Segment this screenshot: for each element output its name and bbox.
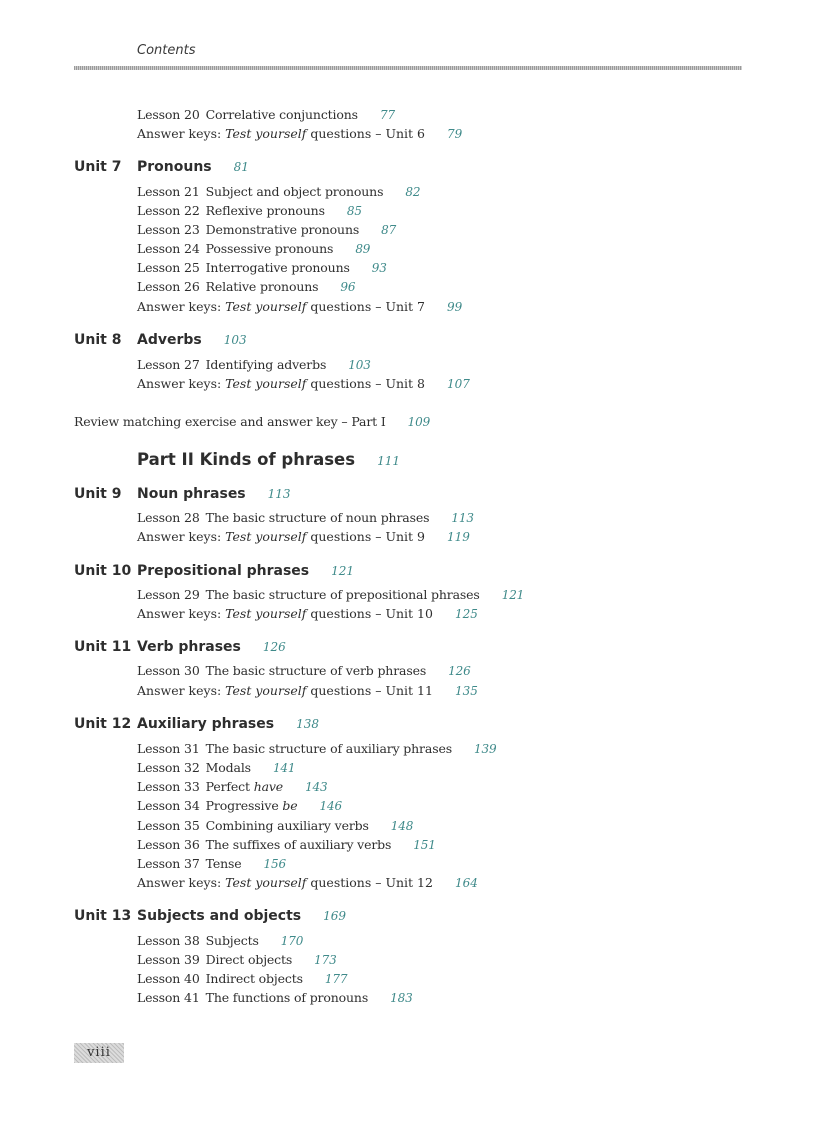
lesson-entry[interactable] bbox=[137, 184, 420, 200]
lesson-title: Possessive pronouns bbox=[205, 241, 334, 256]
page-number: 125 bbox=[454, 607, 478, 621]
lesson-number: Lesson 38 bbox=[137, 933, 200, 948]
lesson-entry[interactable] bbox=[137, 510, 474, 526]
lesson-title: Direct objects bbox=[205, 952, 293, 967]
review-entry[interactable] bbox=[74, 414, 430, 430]
unit-title-row[interactable] bbox=[137, 638, 286, 656]
answer-key-entry[interactable] bbox=[137, 376, 470, 392]
answer-key-suffix: questions – Unit 6 bbox=[306, 126, 425, 141]
part-title: Part II Kinds of phrases bbox=[137, 450, 356, 469]
lesson-entry[interactable] bbox=[137, 741, 496, 757]
answer-key-emphasis: Test yourself bbox=[225, 376, 307, 391]
lesson-title-emphasis: have bbox=[253, 779, 284, 794]
answer-key-entry[interactable] bbox=[137, 683, 478, 699]
page-number: 164 bbox=[454, 876, 478, 890]
page-number: 103 bbox=[348, 358, 371, 372]
lesson-number: Lesson 25 bbox=[137, 260, 200, 275]
lesson-title: The basic structure of noun phrases bbox=[205, 510, 430, 525]
lesson-entry[interactable] bbox=[137, 260, 387, 276]
lesson-title: Perfect bbox=[205, 779, 254, 794]
lesson-entry[interactable] bbox=[137, 952, 337, 968]
page-number: 82 bbox=[405, 185, 421, 199]
unit-title-row[interactable] bbox=[137, 331, 247, 349]
unit-label: Unit 10 bbox=[74, 563, 132, 579]
unit-title: Noun phrases bbox=[137, 486, 246, 502]
lesson-title-emphasis: be bbox=[282, 798, 298, 813]
lesson-number: Lesson 29 bbox=[137, 587, 200, 602]
lesson-title: Relative pronouns bbox=[205, 279, 319, 294]
answer-key-prefix: Answer keys: bbox=[137, 376, 226, 391]
lesson-title: Progressive bbox=[205, 798, 283, 813]
answer-key-emphasis: Test yourself bbox=[225, 299, 307, 314]
page-number: 93 bbox=[371, 261, 387, 275]
page-number: 177 bbox=[324, 972, 348, 986]
lesson-title: The basic structure of prepositional phrases bbox=[205, 587, 480, 602]
lesson-title: Identifying adverbs bbox=[205, 357, 327, 372]
header-rule bbox=[74, 66, 742, 70]
unit-title-row[interactable] bbox=[137, 907, 346, 925]
answer-key-suffix: questions – Unit 11 bbox=[306, 683, 433, 698]
lesson-entry[interactable] bbox=[137, 779, 328, 795]
answer-key-suffix: questions – Unit 8 bbox=[306, 376, 425, 391]
page-number: 119 bbox=[447, 530, 470, 544]
lesson-number: Lesson 39 bbox=[137, 952, 200, 967]
lesson-title: Tense bbox=[205, 856, 242, 871]
page-number: 146 bbox=[319, 799, 342, 813]
unit-title: Auxiliary phrases bbox=[137, 716, 275, 732]
page-number: 141 bbox=[272, 761, 296, 775]
review-title: Review matching exercise and answer key – Part I bbox=[74, 414, 386, 429]
page-number: 107 bbox=[447, 377, 470, 391]
answer-key-emphasis: Test yourself bbox=[225, 683, 307, 698]
lesson-entry[interactable] bbox=[137, 837, 436, 853]
lesson-number: Lesson 33 bbox=[137, 779, 200, 794]
part-heading[interactable] bbox=[137, 450, 400, 471]
lesson-title: Subjects bbox=[205, 933, 259, 948]
lesson-number: Lesson 36 bbox=[137, 837, 200, 852]
page-number: 170 bbox=[280, 934, 304, 948]
answer-key-prefix: Answer keys: bbox=[137, 606, 226, 621]
page-number: 111 bbox=[377, 454, 400, 468]
page-number: 139 bbox=[473, 742, 497, 756]
page-number: 113 bbox=[451, 511, 474, 525]
unit-title-row[interactable] bbox=[137, 485, 291, 503]
lesson-number: Lesson 37 bbox=[137, 856, 200, 871]
unit-title-row[interactable] bbox=[137, 562, 354, 580]
answer-key-entry[interactable] bbox=[137, 529, 470, 545]
lesson-entry[interactable] bbox=[137, 222, 396, 238]
lesson-entry[interactable] bbox=[137, 241, 370, 257]
unit-label: Unit 7 bbox=[74, 159, 122, 175]
lesson-title: Demonstrative pronouns bbox=[205, 222, 360, 237]
lesson-number: Lesson 30 bbox=[137, 663, 200, 678]
page-number: 99 bbox=[447, 300, 463, 314]
lesson-number: Lesson 40 bbox=[137, 971, 200, 986]
unit-label: Unit 11 bbox=[74, 639, 132, 655]
lesson-entry[interactable] bbox=[137, 587, 524, 603]
answer-key-prefix: Answer keys: bbox=[137, 683, 226, 698]
answer-key-emphasis: Test yourself bbox=[225, 529, 307, 544]
lesson-title: Subject and object pronouns bbox=[205, 184, 384, 199]
lesson-entry[interactable] bbox=[137, 990, 413, 1006]
page-number: 148 bbox=[390, 819, 414, 833]
lesson-number: Lesson 41 bbox=[137, 990, 200, 1005]
page-folio: viii bbox=[74, 1043, 124, 1063]
unit-title: Pronouns bbox=[137, 159, 212, 175]
lesson-title: The suffixes of auxiliary verbs bbox=[205, 837, 392, 852]
page-number: 79 bbox=[447, 127, 463, 141]
answer-key-emphasis: Test yourself bbox=[225, 875, 307, 890]
lesson-title: Correlative conjunctions bbox=[205, 107, 358, 122]
lesson-entry[interactable] bbox=[137, 107, 395, 123]
answer-key-entry[interactable] bbox=[137, 875, 478, 891]
page-number: 126 bbox=[262, 640, 286, 654]
page-number: 143 bbox=[305, 780, 328, 794]
answer-key-prefix: Answer keys: bbox=[137, 875, 226, 890]
unit-label: Unit 9 bbox=[74, 486, 122, 502]
lesson-title: Combining auxiliary verbs bbox=[205, 818, 369, 833]
page-number: 135 bbox=[454, 684, 478, 698]
answer-key-emphasis: Test yourself bbox=[225, 606, 307, 621]
page-number: 81 bbox=[233, 160, 249, 174]
page-number: 96 bbox=[340, 280, 356, 294]
page-number: 173 bbox=[314, 953, 337, 967]
page-number: 126 bbox=[448, 664, 471, 678]
unit-title: Adverbs bbox=[137, 332, 202, 348]
answer-key-entry[interactable] bbox=[137, 126, 462, 142]
lesson-entry[interactable] bbox=[137, 798, 342, 814]
lesson-entry[interactable] bbox=[137, 203, 362, 219]
lesson-entry[interactable] bbox=[137, 818, 413, 834]
unit-title: Subjects and objects bbox=[137, 908, 302, 924]
lesson-title: Reflexive pronouns bbox=[205, 203, 325, 218]
page-number: 85 bbox=[346, 204, 362, 218]
lesson-number: Lesson 20 bbox=[137, 107, 200, 122]
page-number: 121 bbox=[331, 564, 355, 578]
page-number: 138 bbox=[296, 717, 319, 731]
page-number: 113 bbox=[267, 487, 291, 501]
answer-key-suffix: questions – Unit 12 bbox=[306, 875, 433, 890]
page-number: 87 bbox=[381, 223, 397, 237]
lesson-title: The functions of pronouns bbox=[205, 990, 369, 1005]
unit-title: Prepositional phrases bbox=[137, 563, 310, 579]
lesson-entry[interactable] bbox=[137, 760, 295, 776]
lesson-title: Interrogative pronouns bbox=[205, 260, 350, 275]
lesson-entry[interactable] bbox=[137, 279, 355, 295]
page-number: 121 bbox=[501, 588, 525, 602]
unit-label: Unit 8 bbox=[74, 332, 122, 348]
page-number: 183 bbox=[390, 991, 413, 1005]
lesson-title: Modals bbox=[205, 760, 251, 775]
lesson-title: The basic structure of verb phrases bbox=[205, 663, 427, 678]
page-number: 89 bbox=[355, 242, 371, 256]
page-number: 77 bbox=[379, 108, 395, 122]
answer-key-entry[interactable] bbox=[137, 606, 478, 622]
lesson-entry[interactable] bbox=[137, 357, 371, 373]
page-number: 169 bbox=[323, 909, 347, 923]
page-number: 151 bbox=[413, 838, 436, 852]
answer-key-suffix: questions – Unit 10 bbox=[306, 606, 433, 621]
answer-key-prefix: Answer keys: bbox=[137, 126, 226, 141]
lesson-entry[interactable] bbox=[137, 933, 303, 949]
lesson-number: Lesson 22 bbox=[137, 203, 200, 218]
lesson-number: Lesson 24 bbox=[137, 241, 200, 256]
answer-key-prefix: Answer keys: bbox=[137, 529, 226, 544]
lesson-entry[interactable] bbox=[137, 971, 347, 987]
lesson-title: The basic structure of auxiliary phrases bbox=[205, 741, 452, 756]
unit-title-row[interactable] bbox=[137, 158, 249, 176]
lesson-number: Lesson 35 bbox=[137, 818, 200, 833]
answer-key-prefix: Answer keys: bbox=[137, 299, 226, 314]
unit-title-row[interactable] bbox=[137, 715, 319, 733]
lesson-entry[interactable] bbox=[137, 663, 471, 679]
page-number: 156 bbox=[263, 857, 286, 871]
lesson-number: Lesson 23 bbox=[137, 222, 200, 237]
lesson-number: Lesson 34 bbox=[137, 798, 200, 813]
answer-key-suffix: questions – Unit 9 bbox=[306, 529, 425, 544]
page-number: 103 bbox=[223, 333, 247, 347]
answer-key-entry[interactable] bbox=[137, 299, 462, 315]
lesson-entry[interactable] bbox=[137, 856, 286, 872]
lesson-title: Indirect objects bbox=[205, 971, 303, 986]
answer-key-suffix: questions – Unit 7 bbox=[306, 299, 425, 314]
running-head: Contents bbox=[137, 43, 196, 58]
lesson-number: Lesson 31 bbox=[137, 741, 200, 756]
lesson-number: Lesson 21 bbox=[137, 184, 200, 199]
unit-label: Unit 12 bbox=[74, 716, 132, 732]
lesson-number: Lesson 28 bbox=[137, 510, 200, 525]
lesson-number: Lesson 27 bbox=[137, 357, 200, 372]
unit-title: Verb phrases bbox=[137, 639, 241, 655]
lesson-number: Lesson 32 bbox=[137, 760, 200, 775]
answer-key-emphasis: Test yourself bbox=[225, 126, 307, 141]
lesson-number: Lesson 26 bbox=[137, 279, 200, 294]
page-number: 109 bbox=[407, 415, 431, 429]
unit-label: Unit 13 bbox=[74, 908, 132, 924]
